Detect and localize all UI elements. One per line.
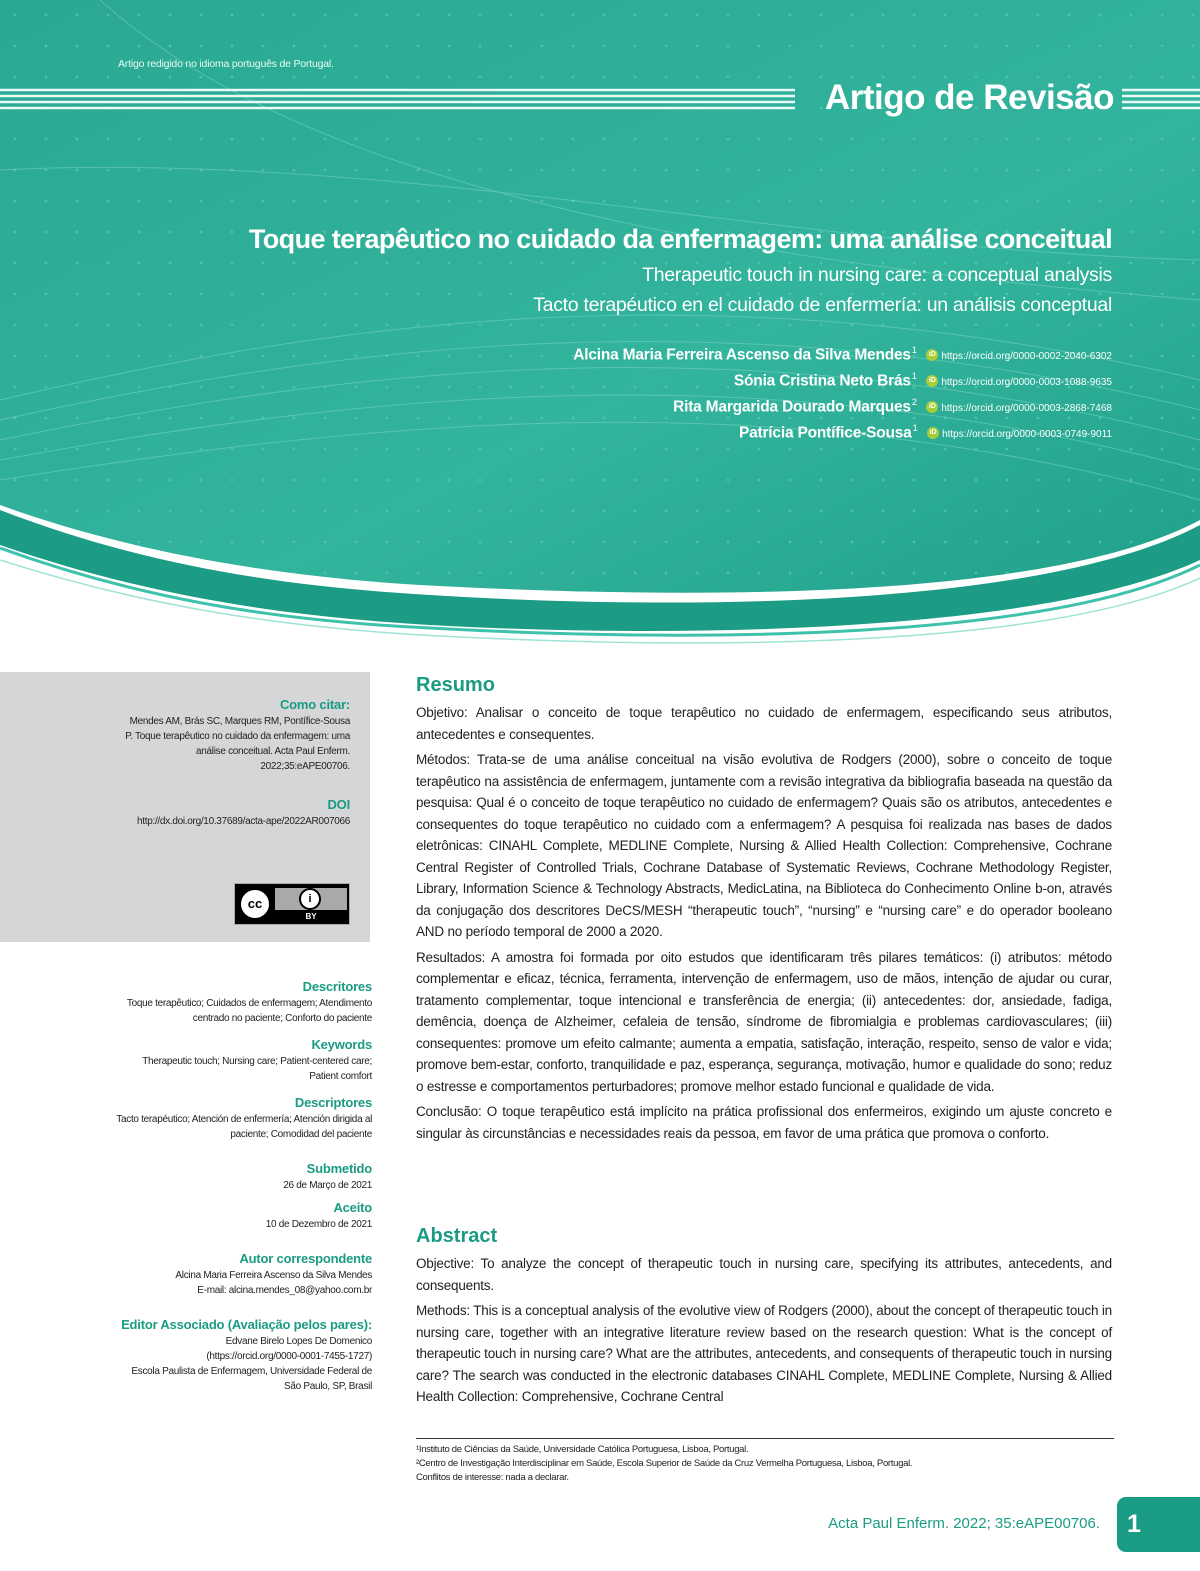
author-affiliation-mark: 2 (911, 397, 917, 407)
resumo-heading: Resumo (416, 674, 495, 696)
author-name: Rita Margarida Dourado Marques (673, 398, 911, 416)
abstract-section (416, 1223, 1112, 1412)
metodos-label: Métodos: (416, 752, 470, 767)
descriptores-label: Descriptores (294, 1095, 372, 1110)
author-item (573, 363, 1112, 389)
resumo-resultados (416, 947, 1112, 1098)
author-affiliation-mark: 1 (912, 423, 918, 433)
orcid-icon[interactable]: iD (926, 375, 938, 387)
descritores-text: Toque terapêutico; Cuidados de enfermagem; Atendimento centrado no paciente; Conforto do paciente (126, 998, 372, 1024)
orcid-link[interactable]: https://orcid.org/0000-0003-2868-7468 (941, 403, 1112, 415)
orcid-link[interactable]: https://orcid.org/0000-0002-2040-6302 (941, 351, 1112, 363)
methods-text: This is a conceptual analysis of the evolutive view of Rodgers (2000), about the concept of therapeutic touch in nursing care, together with an integrative literature review based on the research question: What is the concept of therapeutic touch in nursing care? What are the attributes, antecedents, and consequents of therapeutic touch in nursing care? The search was conducted in the electronic databases CINAHL Complete, MEDLINE Complete, Nursing & Allied Health Collection: Comprehensive, Cochrane Central (416, 1303, 1112, 1404)
orcid-icon[interactable]: iD (927, 427, 939, 439)
submitted-date: 26 de Março de 2021 (283, 1180, 372, 1191)
author-affiliation-mark: 1 (911, 371, 917, 381)
accepted-label: Aceito (333, 1200, 372, 1215)
article-title-pt: Toque terapêutico no cuidado da enfermagem: uma análise conceitual (248, 224, 1112, 254)
license-label: BY (305, 912, 317, 921)
associate-editor-orcid[interactable]: (https://orcid.org/0000-0001-7455-1727) (206, 1351, 372, 1362)
section-type-title: Artigo de Revisão (824, 78, 1114, 117)
abstract-heading: Abstract (416, 1225, 498, 1247)
how-to-cite-section (0, 696, 372, 774)
affiliation-2: ²Centro de Investigação Interdisciplinar em Saúde, Escola Superior de Saúde da Cruz Vermelha Portuguesa, Lisboa, Portugal. (416, 1458, 913, 1469)
conclusao-label: Conclusão: (416, 1104, 482, 1119)
abstract-objective (416, 1253, 1112, 1296)
resumo-section (416, 672, 1112, 1148)
author-affiliation-mark: 1 (911, 345, 917, 355)
accepted-date: 10 de Dezembro de 2021 (265, 1219, 372, 1230)
cc-icon: cc (239, 888, 271, 920)
corresponding-author-label: Autor correspondente (239, 1251, 372, 1266)
metadata-sidebar (0, 978, 372, 1394)
conclusao-text: O toque terapêutico está implícito na prática profissional dos enfermeiros, exigindo um ajuste concreto e singular às circunstâncias e necessidades reais da pessoa, em favor de uma prática que promova o conforto. (416, 1104, 1112, 1141)
associate-editor-name: Edvane Birelo Lopes De Domenico (225, 1336, 372, 1347)
article-title-en: Therapeutic touch in nursing care: a conceptual analysis (642, 264, 1112, 286)
keywords-label: Keywords (311, 1037, 372, 1052)
affiliation-1: ¹Instituto de Ciências da Saúde, Universidade Católica Portuguesa, Lisboa, Portugal. (416, 1444, 749, 1455)
abstract-methods (416, 1300, 1112, 1408)
author-list (573, 337, 1112, 441)
orcid-link[interactable]: https://orcid.org/0000-0003-0749-9011 (942, 429, 1112, 441)
orcid-link[interactable]: https://orcid.org/0000-0003-1088-9635 (941, 377, 1112, 389)
keywords-text: Therapeutic touch; Nursing care; Patient-centered care; Patient comfort (142, 1056, 372, 1082)
objetivo-label: Objetivo: (416, 705, 468, 720)
conflicts-of-interest: Conflitos de interesse: nada a declarar. (416, 1472, 569, 1483)
objective-text: To analyze the concept of therapeutic touch in nursing care, specifying its attributes, antecedents, and consequents. (416, 1256, 1112, 1293)
author-name: Alcina Maria Ferreira Ascenso da Silva Mendes (573, 346, 911, 364)
author-item (573, 415, 1112, 441)
article-title-es: Tacto terapéutico en el cuidado de enfermería: un análisis conceptual (533, 294, 1112, 316)
author-name: Sónia Cristina Neto Brás (733, 372, 911, 390)
doi-link[interactable]: http://dx.doi.org/10.37689/acta-ape/2022AR007066 (137, 816, 350, 827)
resumo-metodos (416, 749, 1112, 943)
footer-citation: Acta Paul Enferm. 2022; 35:eAPE00706. (828, 1515, 1100, 1532)
corresponding-author-name: Alcina Maria Ferreira Ascenso da Silva Mendes (175, 1270, 372, 1281)
doi-label: DOI (327, 797, 350, 812)
how-to-cite-label: Como citar: (279, 697, 350, 712)
footnotes (416, 1438, 1114, 1485)
descritores-label: Descritores (302, 979, 372, 994)
author-item (573, 389, 1112, 415)
cc-by-license-icon[interactable] (234, 883, 350, 925)
descriptores-text: Tacto terapéutico; Atención de enfermería; Atención dirigida al paciente; Comodidad del paciente (116, 1114, 372, 1140)
associate-editor-affiliation: Escola Paulista de Enfermagem, Universidade Federal de São Paulo, SP, Brasil (131, 1366, 372, 1392)
resultados-text: A amostra foi formada por oito estudos que identificaram três pilares temáticos: (i) atributos: método complementar e eficaz, técnica, ferramenta, intervenção de enfermagem, uso de mãos, intenção de ajudar ou curar, tratamento complementar, toque intencional e transferência de energia; (ii) antecedentes: dor, ansiedade, fadiga, demência, doença de Alzheimer, cefaleia de tensão, síndrome de fibromialgia e problemas cardiovasculares; (iii) consequentes: promove um efeito calmante; aumenta a empatia, satisfação, interação, respeito, senso de valor e vida; promove bem-estar, conforto, tranquilidade e paz, esperança, segurança, motivação, humor e qualidade do sono; reduz o estresse e comportamentos perturbadores; promove melhor estado funcional e qualidade de vida. (416, 949, 1112, 1094)
author-name: Patrícia Pontífice-Sousa (738, 424, 912, 442)
how-to-cite-text: Mendes AM, Brás SC, Marques RM, Pontífice-Sousa P. Toque terapêutico no cuidado da enfermagem: uma análise conceitual. Acta Paul Enferm. 2022;35:eAPE00706. (125, 716, 350, 772)
orcid-icon[interactable]: iD (926, 349, 938, 361)
metodos-text: Trata-se de uma análise conceitual na visão evolutiva de Rodgers (2000), sobre o conceito de toque terapêutico na assistência de enfermagem, juntamente com a revisão integrativa da bibliografia baseada na questão da pesquisa: Qual é o conceito de toque terapêutico no cuidado de enfermagem? Quais são os atributos, antecedentes e consequentes do toque terapêutico no cuidado com a enfermagem? A pesquisa foi realizada nas bases de dados eletrônicas: CINAHL Complete, MEDLINE Complete, Nursing & Allied Health Collection: Comprehensive, Cochrane Central Register of Controlled Trials, Cochrane Database of Systematic Reviews, Cochrane Methodology Register, Library, Information Science & Technology Abstracts, MedicLatina, na Biblioteca do Conhecimento Online b-on, através da conjugação dos descritores DeCS/MESH “therapeutic touch”, “nursing” e “nursing care” e do operador booleano AND no período temporal de 2000 a 2020. (416, 752, 1112, 939)
resultados-label: Resultados: (416, 949, 486, 965)
resumo-conclusao (416, 1101, 1112, 1144)
objetivo-text: Analisar o conceito de toque terapêutico no cuidado de enfermagem, especificando seus atributos, antecedentes e consequentes. (416, 705, 1112, 742)
submitted-label: Submetido (306, 1161, 372, 1176)
author-item (573, 337, 1112, 363)
corresponding-author-email[interactable]: E-mail: alcina.mendes_08@yahoo.com.br (197, 1285, 372, 1296)
attribution-icon: i (299, 888, 321, 910)
resumo-objetivo (416, 702, 1112, 745)
page-number: 1 (1117, 1497, 1200, 1552)
associate-editor-label: Editor Associado (Avaliação pelos pares): (121, 1317, 372, 1332)
orcid-icon[interactable]: iD (926, 401, 938, 413)
language-note: Artigo redigido no idioma português de Portugal. (118, 58, 334, 70)
doi-section (0, 796, 372, 829)
methods-label: Methods: (416, 1303, 470, 1318)
objective-label: Objective: (416, 1256, 475, 1271)
